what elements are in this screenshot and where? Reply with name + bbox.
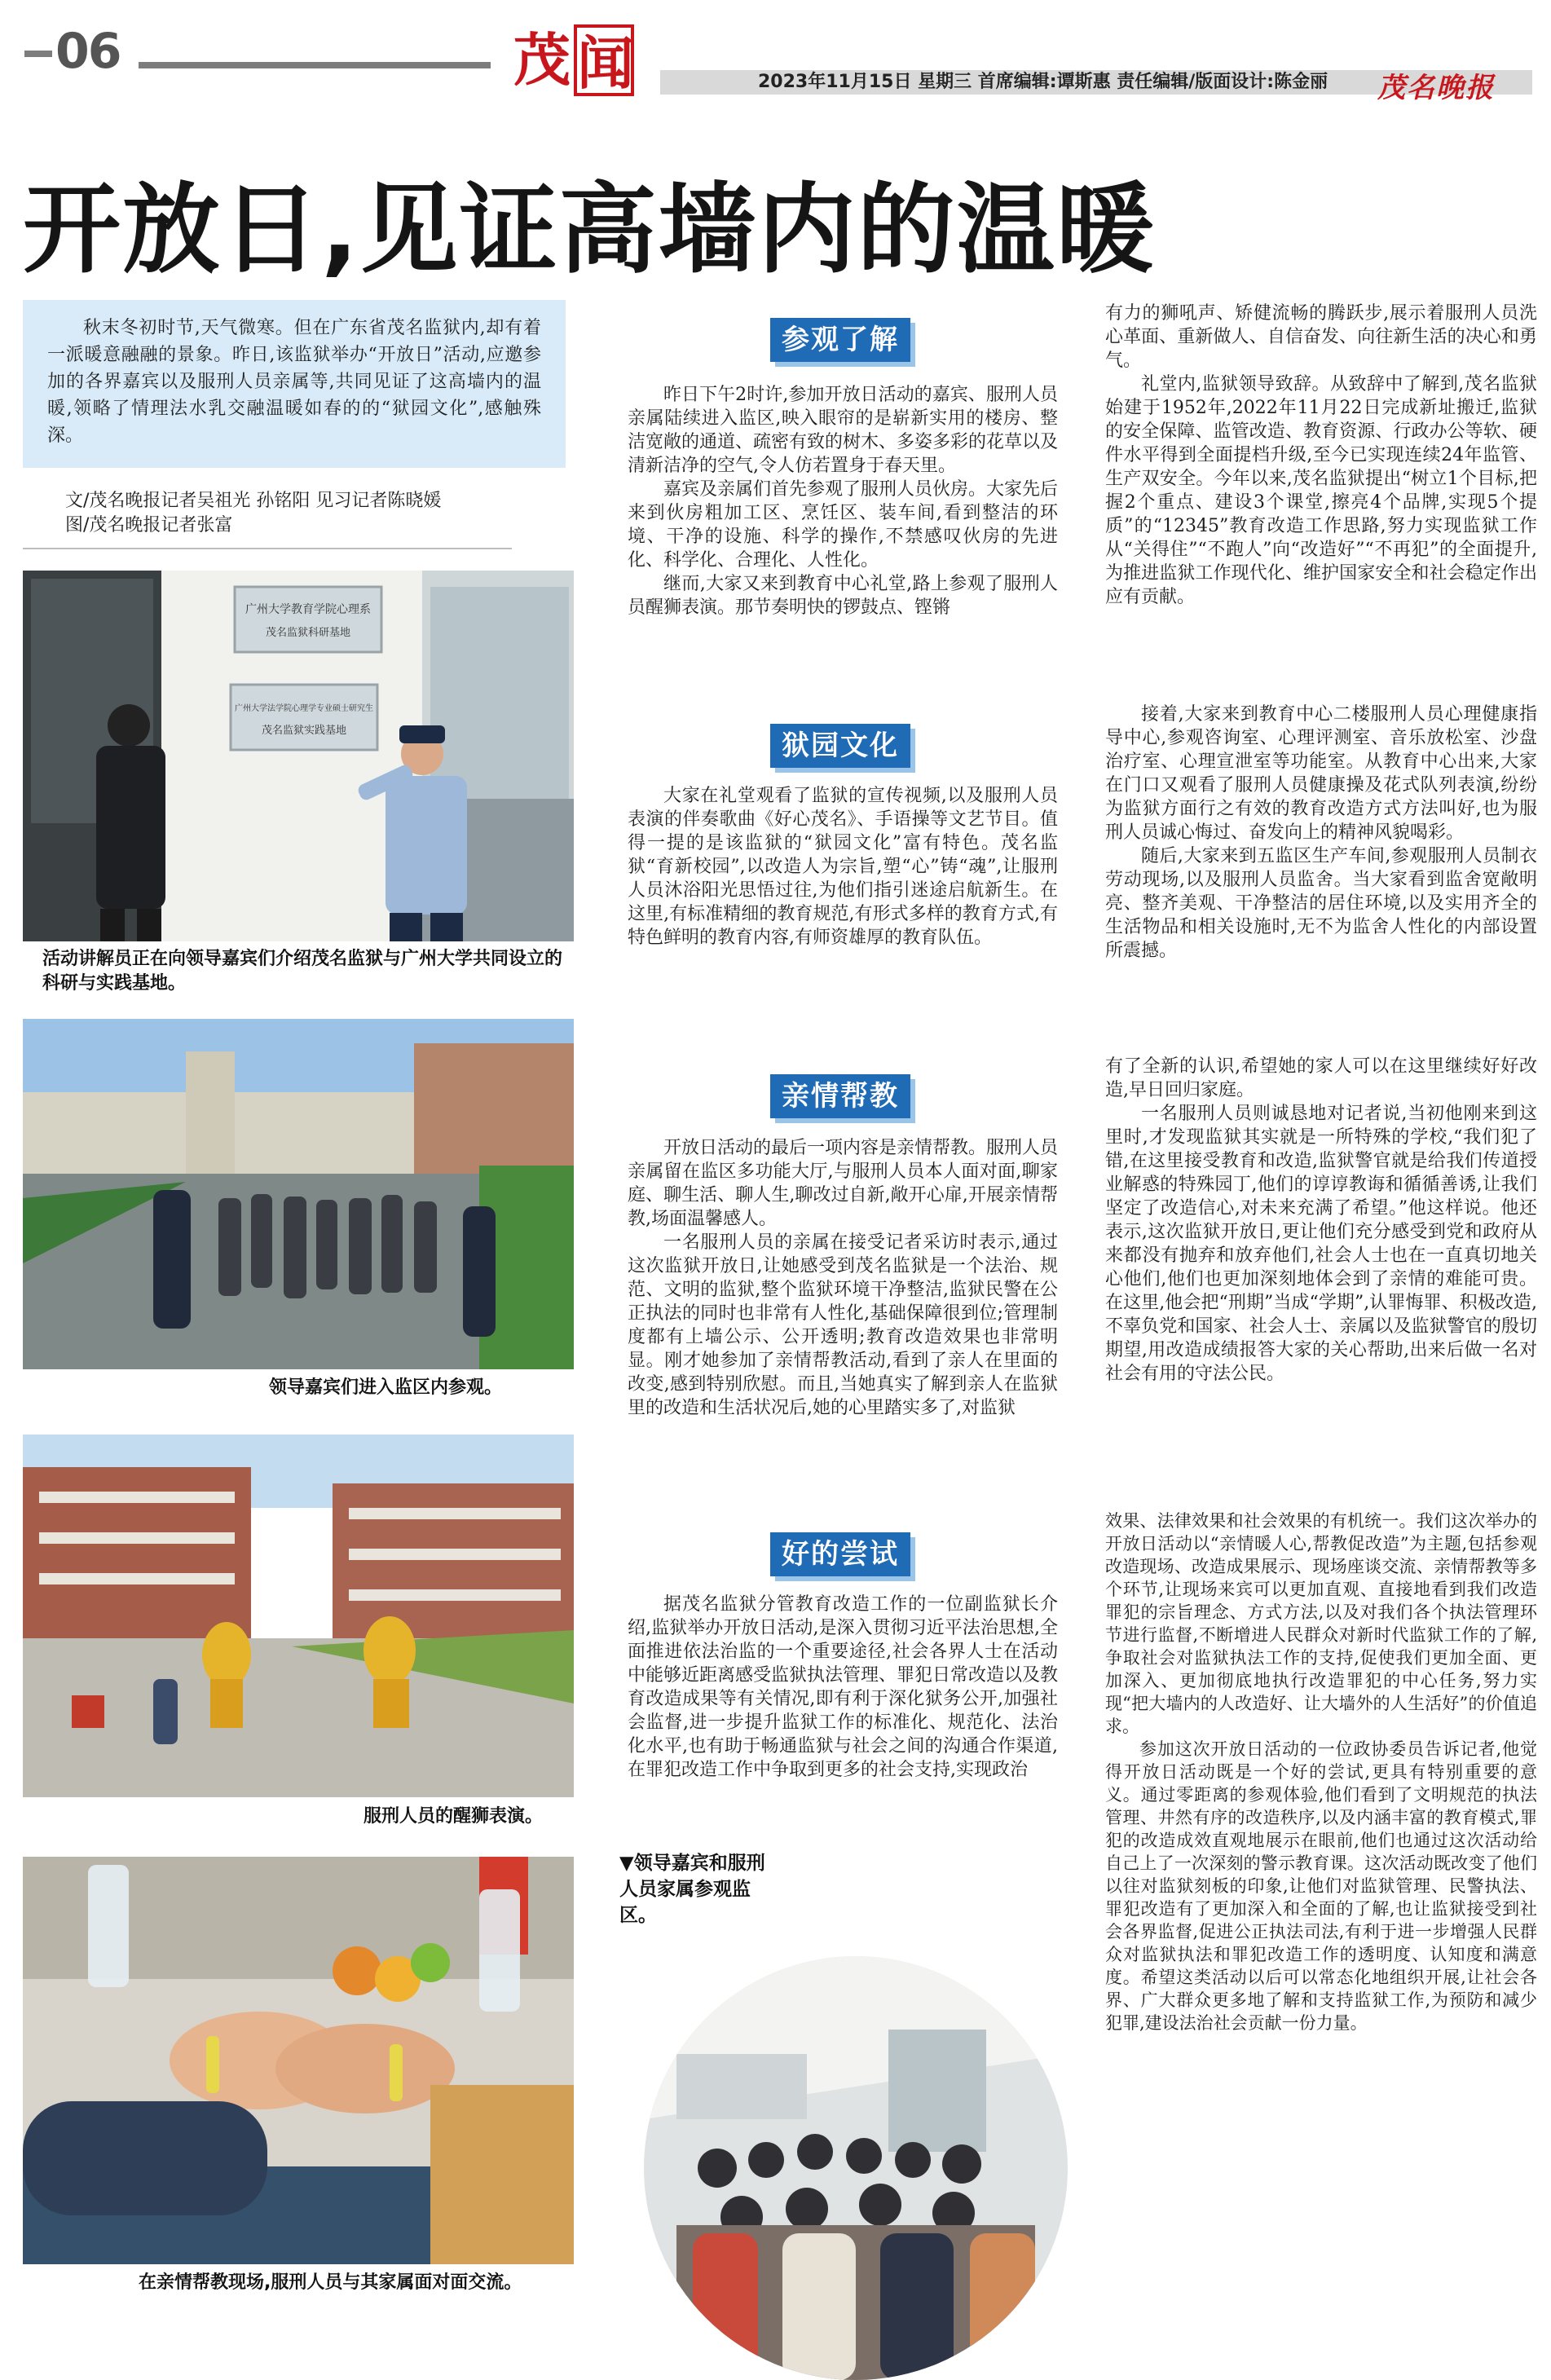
caption-tour-circle: ▼领导嘉宾和服刑人员家属参观监区。 [619,1853,765,1926]
column-visit-left [628,383,1058,619]
section-title-visit: 参观了解 [770,318,910,362]
caption-lion-dance: 服刑人员的醒狮表演。 [364,1806,544,1827]
paragraph: 大家在礼堂观看了监狱的宣传视频,以及服刑人员表演的伴奏歌曲《好心茂名》、手语操等文艺节目。值得一提的是该监狱的“狱园文化”富有特色。茂名监狱“育新校园”,以改造人为宗旨,塑“心”铸“魂”,让服刑人员沐浴阳光思悟过往,为他们指引迷途启航新生。在这里,有标准精细的教育规范,有形式多样的教育方式,有特色鲜明的教育内容,有师资雄厚的教育队伍。 [628,786,1058,948]
column-attempt-right [1105,1510,1537,2034]
section-name-char2: 闻 [574,24,634,96]
page-number: 06 [55,23,121,80]
header-rule-left [139,62,491,68]
paragraph: 效果、法律效果和社会效果的有机统一。我们这次举办的开放日活动以“亲情暖人心,帮教促改造”为主题,包括参观改造现场、改造成果展示、现场座谈交流、亲情帮教等多个环节,让现场来宾可以更加直观、直接地看到我们改造罪犯的宗旨理念、方式方法,以及对我们各个执法管理环节进行监督,不断增进人民群众对新时代监狱工作的了解,争取社会对监狱执法工作的支持,促使我们更加全面、更加深入、更加彻底地执行改造罪犯的中心任务,努力实现“把大墙内的人改造好、让大墙外的人生活好”的价值追求。 [1105,1511,1537,1736]
column-family-right [1105,1055,1537,1386]
paragraph: 有力的狮吼声、矫健流畅的腾跃步,展示着服刑人员洗心革面、重新做人、自信奋发、向往新生活的决心和勇气。 [1105,303,1537,371]
byline-rule [23,548,512,549]
paragraph: 有了全新的认识,希望她的家人可以在这里继续好好改造,早日回归家庭。 [1105,1056,1537,1100]
paragraph: 嘉宾及亲属们首先参观了服刑人员伙房。大家先后来到伙房粗加工区、烹饪区、装车间,看到整洁的环境、干净的设施、科学的操作,不禁感叹伙房的先进化、科学化、合理化、人性化。 [628,479,1059,571]
section-title-attempt: 好的尝试 [770,1532,910,1576]
paragraph: 据茂名监狱分管教育改造工作的一位副监狱长介绍,监狱举办开放日活动,是深入贯彻习近平法治思想,全面推进依法治监的一个重要途径,社会各界人士在活动中能够近距离感受监狱执法管理、罪犯日常改造以及教育改造成果等有关情况,即有利于深化狱务公开,加强社会监督,进一步提升监狱工作的标准化、规范化、法治化水平,也有助于畅通监狱与社会之间的沟通合作渠道,在罪犯改造工作中争取到更多的社会支持,实现政治 [628,1594,1059,1780]
paragraph: 接着,大家来到教育中心二楼服刑人员心理健康指导中心,参观咨询室、心理评测室、音乐放松室、沙盘治疗室、心理宣泄室等功能室。从教育中心出来,大家在门口又观看了服刑人员健康操及花式队列表演,纷纷为监狱方面行之有效的教育改造方式方法叫好,也为服刑人员诚心悔过、奋发向上的精神风貌喝彩。 [1105,704,1537,843]
column-culture-left [628,784,1058,950]
column-culture-right [1105,703,1537,963]
column-family-left [628,1136,1058,1420]
photo-family-exchange [23,1857,574,2264]
plaque2-line2: 茂名监狱实践基地 [261,725,347,737]
photo-visitors-entering [23,1019,574,1369]
paragraph: 昨日下午2时许,参加开放日活动的嘉宾、服刑人员亲属陆续进入监区,映入眼帘的是崭新实用的楼房、整洁宽敞的通道、疏密有致的树木、多姿多彩的花草以及清新洁净的空气,令人仿若置身于春天里。 [628,385,1059,476]
plaque2-line1: 广州大学法学院心理学专业硕士研究生 [235,704,373,713]
section-name-char1: 茂 [513,26,571,94]
photo-research-base [23,571,574,941]
dateline: 2023年11月15日 星期三 首席编辑:谭斯惠 责任编辑/版面设计:陈金丽 [758,72,1328,92]
caption-family-exchange: 在亲情帮教现场,服刑人员与其家属面对面交流。 [139,2272,522,2293]
plaque1-line1: 广州大学教育学院心理系 [245,603,371,616]
photo-tour-circle [644,1956,1068,2380]
byline-photographer: 图/茂名晚报记者张富 [65,515,233,536]
paragraph: 一名服刑人员则诚恳地对记者说,当初他刚来到这里时,才发现监狱其实就是一所特殊的学校,“我们犯了错,在这里接受教育和改造,监狱警官就是给我们传道授业解惑的特殊园丁,他们的谆谆教诲和循循善诱,让我们坚定了改造信心,对未来充满了希望。”他这样说。他还表示,这次监狱开放日,更让他们充分感受到党和政府从来都没有抛弃和放弃他们,社会人士也在一直真切地关心他们,他们也更加深刻地体会到了亲情的难能可贵。在这里,他会把“刑期”当成“学期”,认罪悔罪、积极改造,不辜负党和国家、社会人士、亲属以及监狱警官的殷切期望,用改造成绩报答大家的关心帮助,出来后做一名对社会有用的守法公民。 [1105,1104,1537,1384]
column-visit-right [1105,302,1537,609]
photo-lion-dance [23,1435,574,1797]
paragraph: 参加这次开放日活动的一位政协委员告诉记者,他觉得开放日活动既是一个好的尝试,更具有特别重要的意义。通过零距离的参观体验,他们看到了文明规范的执法管理、井然有序的改造秩序,以及内涵丰富的教育模式,罪犯的改造成效直观地展示在眼前,他们也通过这次活动给自己上了一次深刻的警示教育课。这次活动既改变了他们以往对监狱刻板的印象,让他们对监狱管理、民警执法、罪犯改造有了更加深入和全面的了解,也让监狱接受到社会各界监督,促进公正执法司法,有利于进一步增强人民群众对监狱执法和罪犯改造工作的透明度、认知度和满意度。希望这类活动以后可以常态化地组织开展,让社会各界、广大群众更多地了解和支持监狱工作,为预防和减少犯罪,建设法治社会贡献一份力量。 [1105,1739,1537,2033]
caption-research-base: 活动讲解员正在向领导嘉宾们介绍茂名监狱与广州大学共同设立的科研与实践基地。 [42,949,563,994]
caption-visitors-entering: 领导嘉宾们进入监区内参观。 [269,1377,503,1398]
paragraph: 礼堂内,监狱领导致辞。从致辞中了解到,茂名监狱始建于1952年,2022年11月22日完成新址搬迁,监狱的安全保障、监管改造、教育资源、行政办公等软、硬件水平得到全面提档升级,至今已实现连续24年监管、生产双安全。今年以来,茂名监狱提出“树立1个目标,把握2个重点、建设3个课堂,擦亮4个品牌,实现5个提质”的“12345”教育改造工作思路,努力实现监狱工作从“关得住”“不跑人”向“改造好”“不再犯”的全面提升,为推进监狱工作现代化、维护国家安全和社会稳定作出应有贡献。 [1105,374,1537,607]
intro-box: 秋末冬初时节,天气微寒。但在广东省茂名监狱内,却有着一派暖意融融的景象。昨日,该监狱举办“开放日”活动,应邀参加的各界嘉宾以及服刑人员亲属等,共同见证了这高墙内的温暖,领略了情理法水乳交融温暖如春的的“狱园文化”,感触殊深。 [23,300,566,468]
byline-writers: 文/茂名晚报记者吴祖光 孙铭阳 见习记者陈晓媛 [65,491,442,511]
paragraph: 继而,大家又来到教育中心礼堂,路上参观了服刑人员醒狮表演。那节奏明快的锣鼓点、铿锵 [628,574,1058,618]
section-title-family: 亲情帮教 [770,1074,910,1118]
paragraph: 开放日活动的最后一项内容是亲情帮教。服刑人员亲属留在监区多功能大厅,与服刑人员本人面对面,聊家庭、聊生活、聊人生,聊改过自新,敞开心扉,开展亲情帮教,场面温馨感人。 [628,1138,1059,1229]
headline: 开放日,见证高墙内的温暖 [23,174,1156,287]
plaque1-line2: 茂名监狱科研基地 [265,627,351,639]
newspaper-logo: 茂名晚报 [1377,72,1495,104]
page-number-dash [24,51,52,57]
paragraph: 随后,大家来到五监区生产车间,参观服刑人员制衣劳动现场,以及服刑人员监舍。当大家看到监舍宽敞明亮、整齐美观、干净整洁的居住环境,以及实用齐全的生活物品和相关设施时,无不为监舍人性化的内部设置所震撼。 [1105,846,1537,961]
column-attempt-left [628,1593,1058,1782]
paragraph: 一名服刑人员的亲属在接受记者采访时表示,通过这次监狱开放日,让她感受到茂名监狱是一个法治、规范、文明的监狱,整个监狱环境干净整洁,监狱民警在公正执法的同时也非常有人性化,基础保障很到位;管理制度都有上墙公示、公开透明;教育改造效果也非常明显。刚才她参加了亲情帮教活动,看到了亲人在里面的改变,感到特别欣慰。而且,当她真实了解到亲人在监狱里的改造和生活状况后,她的心里踏实多了,对监狱 [628,1232,1058,1418]
section-title-culture: 狱园文化 [770,724,910,768]
